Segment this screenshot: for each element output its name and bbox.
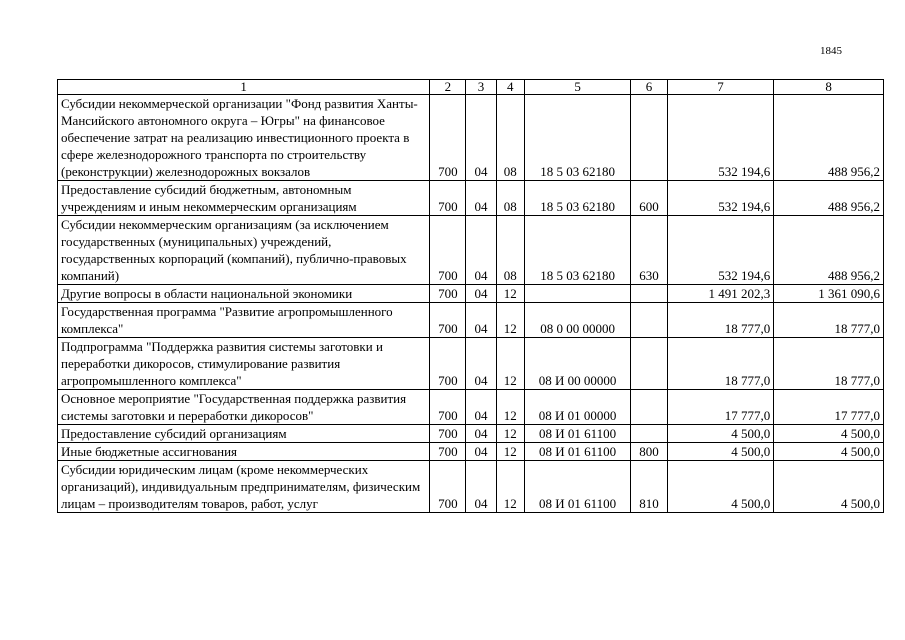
row-name: Субсидии юридическим лицам (кроме некоммерческих организаций), индивидуальным предпринимателям, физическим лицам – производителям товаров, работ, услуг (58, 461, 430, 513)
cell-c3: 04 (466, 181, 496, 216)
cell-c5: 08 И 00 00000 (524, 338, 631, 390)
row-name: Основное мероприятие "Государственная поддержка развития системы заготовки и переработки дикоросов" (58, 390, 430, 425)
row-name: Подпрограмма "Поддержка развития системы заготовки и переработки дикоросов, стимулирование развития агропромышленного комплекса" (58, 338, 430, 390)
column-header: 6 (631, 80, 667, 95)
cell-c6: 800 (631, 443, 667, 461)
cell-c7: 17 777,0 (667, 390, 774, 425)
cell-c4: 08 (496, 95, 524, 181)
row-name: Субсидии некоммерческой организации "Фонд развития Ханты-Мансийского автономного округа – Югры" на финансовое обеспечение затрат на реализацию инвестиционного проекта в сфере железнодорожного транспорта по строительству (реконструкции) железнодорожных вокзалов (58, 95, 430, 181)
cell-c4: 12 (496, 425, 524, 443)
cell-c8: 4 500,0 (774, 443, 884, 461)
cell-c4: 12 (496, 303, 524, 338)
cell-c2: 700 (430, 461, 466, 513)
cell-c5: 08 0 00 00000 (524, 303, 631, 338)
cell-c7: 532 194,6 (667, 95, 774, 181)
cell-c6 (631, 338, 667, 390)
column-header: 2 (430, 80, 466, 95)
table-row (58, 95, 884, 181)
cell-c4: 08 (496, 181, 524, 216)
row-name: Предоставление субсидий бюджетным, автономным учреждениям и иным некоммерческим организациям (58, 181, 430, 216)
cell-c2: 700 (430, 285, 466, 303)
cell-c5: 18 5 03 62180 (524, 181, 631, 216)
cell-c5: 08 И 01 61100 (524, 425, 631, 443)
cell-c6 (631, 425, 667, 443)
cell-c2: 700 (430, 303, 466, 338)
cell-c3: 04 (466, 285, 496, 303)
cell-c3: 04 (466, 216, 496, 285)
column-header: 1 (58, 80, 430, 95)
cell-c4: 12 (496, 443, 524, 461)
cell-c5: 18 5 03 62180 (524, 216, 631, 285)
row-name: Иные бюджетные ассигнования (58, 443, 430, 461)
cell-c8: 17 777,0 (774, 390, 884, 425)
cell-c7: 18 777,0 (667, 303, 774, 338)
cell-c3: 04 (466, 425, 496, 443)
cell-c4: 08 (496, 216, 524, 285)
cell-c2: 700 (430, 338, 466, 390)
cell-c7: 1 491 202,3 (667, 285, 774, 303)
table-row (58, 338, 884, 390)
table-row (58, 425, 884, 443)
cell-c8: 18 777,0 (774, 303, 884, 338)
cell-c3: 04 (466, 338, 496, 390)
row-name: Государственная программа "Развитие агропромышленного комплекса" (58, 303, 430, 338)
cell-c6 (631, 303, 667, 338)
cell-c3: 04 (466, 390, 496, 425)
table-row (58, 390, 884, 425)
budget-table (57, 79, 884, 513)
table-row (58, 181, 884, 216)
cell-c2: 700 (430, 443, 466, 461)
row-name: Предоставление субсидий организациям (58, 425, 430, 443)
cell-c8: 4 500,0 (774, 461, 884, 513)
cell-c5: 08 И 01 61100 (524, 461, 631, 513)
cell-c7: 532 194,6 (667, 216, 774, 285)
cell-c2: 700 (430, 181, 466, 216)
cell-c7: 4 500,0 (667, 425, 774, 443)
cell-c3: 04 (466, 303, 496, 338)
cell-c3: 04 (466, 95, 496, 181)
cell-c8: 18 777,0 (774, 338, 884, 390)
cell-c3: 04 (466, 461, 496, 513)
column-header: 8 (774, 80, 884, 95)
table-row (58, 216, 884, 285)
cell-c2: 700 (430, 95, 466, 181)
column-header: 3 (466, 80, 496, 95)
cell-c5 (524, 285, 631, 303)
table-row (58, 285, 884, 303)
cell-c4: 12 (496, 338, 524, 390)
cell-c8: 1 361 090,6 (774, 285, 884, 303)
cell-c5: 18 5 03 62180 (524, 95, 631, 181)
cell-c2: 700 (430, 216, 466, 285)
header-row (58, 80, 884, 95)
cell-c8: 4 500,0 (774, 425, 884, 443)
table-row (58, 443, 884, 461)
cell-c6: 600 (631, 181, 667, 216)
cell-c8: 488 956,2 (774, 216, 884, 285)
cell-c4: 12 (496, 390, 524, 425)
cell-c7: 4 500,0 (667, 443, 774, 461)
column-header: 5 (524, 80, 631, 95)
cell-c8: 488 956,2 (774, 181, 884, 216)
cell-c8: 488 956,2 (774, 95, 884, 181)
cell-c4: 12 (496, 461, 524, 513)
table-row (58, 461, 884, 513)
column-header: 7 (667, 80, 774, 95)
cell-c7: 4 500,0 (667, 461, 774, 513)
page-number: 1845 (820, 45, 842, 57)
cell-c5: 08 И 01 00000 (524, 390, 631, 425)
cell-c6: 630 (631, 216, 667, 285)
cell-c3: 04 (466, 443, 496, 461)
cell-c6 (631, 95, 667, 181)
cell-c2: 700 (430, 390, 466, 425)
cell-c2: 700 (430, 425, 466, 443)
table-row (58, 303, 884, 338)
cell-c6 (631, 390, 667, 425)
cell-c4: 12 (496, 285, 524, 303)
cell-c7: 18 777,0 (667, 338, 774, 390)
cell-c7: 532 194,6 (667, 181, 774, 216)
row-name: Субсидии некоммерческим организациям (за исключением государственных (муниципальных) учреждений, государственных корпораций (компаний), публично-правовых компаний) (58, 216, 430, 285)
cell-c6 (631, 285, 667, 303)
cell-c5: 08 И 01 61100 (524, 443, 631, 461)
column-header: 4 (496, 80, 524, 95)
cell-c6: 810 (631, 461, 667, 513)
row-name: Другие вопросы в области национальной экономики (58, 285, 430, 303)
